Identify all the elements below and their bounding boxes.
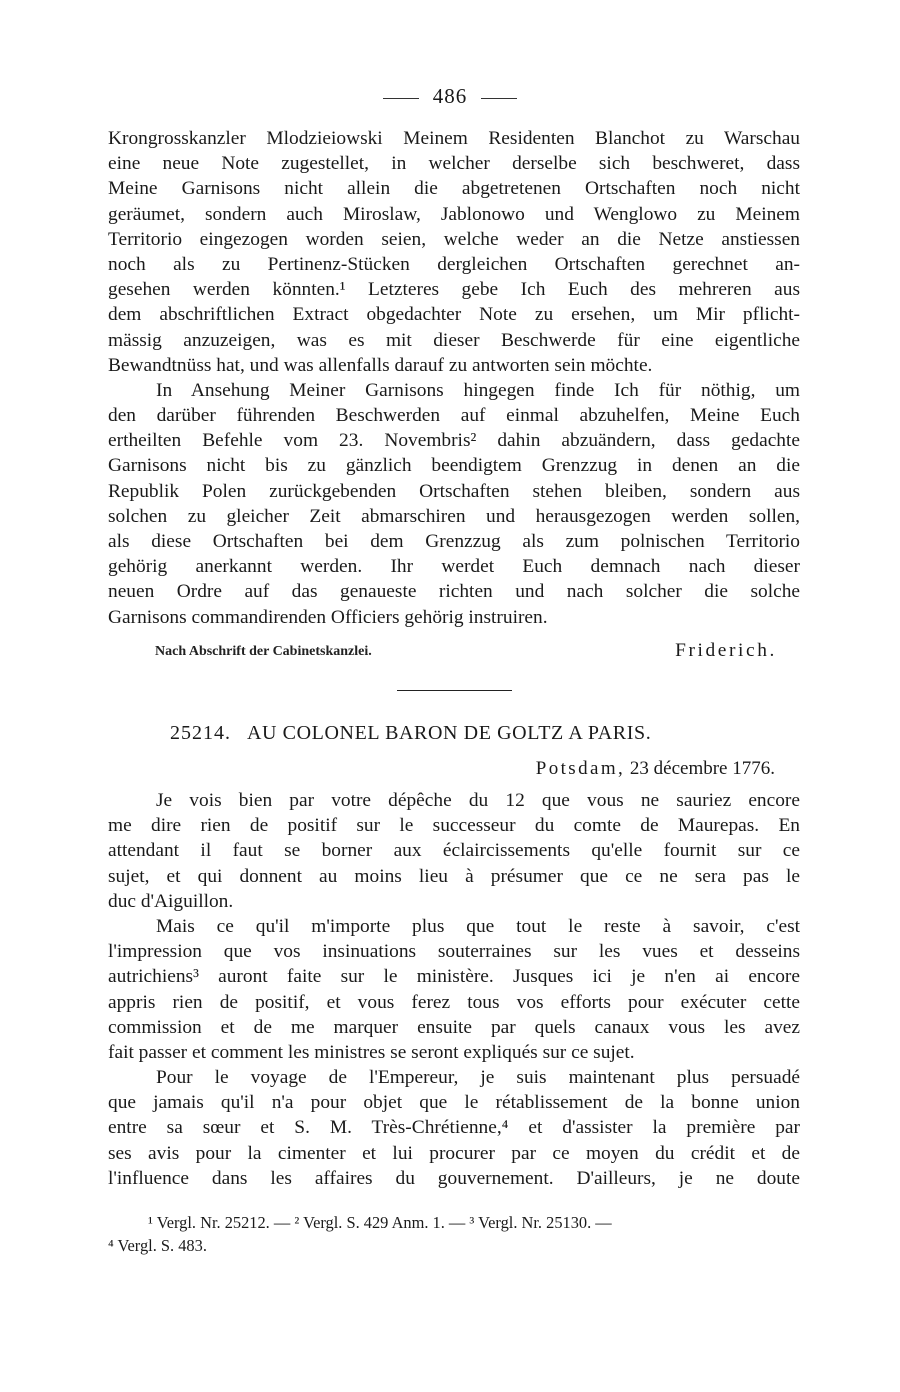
header-dash-right (481, 98, 517, 99)
text-line: que jamais qu'il n'a pour objet que le rétablissement de la bonne union (108, 1092, 800, 1114)
text-line: Krongrosskanzler Mlodzieiowski Meinem Residenten Blanchot zu Warschau (108, 128, 800, 149)
text-line: als diese Ortschaften bei dem Grenzzug als zum polnischen Territorio (108, 531, 800, 552)
footnote-line: ⁴ Vergl. S. 483. (108, 1236, 207, 1255)
text-line: commission et de me marquer ensuite par quels canaux vous les avez (108, 1016, 800, 1038)
text-line: me dire rien de positif sur le successeur du comte de Maurepas. En (108, 815, 800, 837)
footnote-line: ¹ Vergl. Nr. 25212. — ² Vergl. S. 429 Anm. 1. — ³ Vergl. Nr. 25130. — (148, 1213, 612, 1232)
document-number: 25214. (170, 722, 231, 744)
text-line: eine neue Note zugestellet, in welcher derselbe sich beschweret, dass (108, 153, 800, 175)
text-line: l'impression que vos insinuations souterraines sur les vues et desseins (108, 941, 800, 963)
text-line: Republik Polen zurückgebenden Ortschaften stehen bleiben, sondern aus (108, 480, 800, 502)
text-line: Garnisons commandirenden Officiers gehörig instruiren. (108, 606, 548, 628)
text-line: gesehen werden könnten.¹ Letzteres gebe Ich Euch des mehreren aus (108, 279, 800, 301)
text-line: Pour le voyage de l'Empereur, je suis maintenant plus persuadé (156, 1067, 800, 1089)
text-line: Mais ce qu'il m'importe plus que tout le reste à savoir, c'est (156, 915, 800, 937)
text-line: dem abschriftlichen Extract obgedachter Note zu ersehen, um Mir pflicht- (108, 304, 800, 326)
text-line: neuen Ordre auf das genaueste richten und nach solcher die solche (108, 581, 800, 603)
text-line: ses avis pour la cimenter et lui procurer par ce moyen du crédit et de (108, 1142, 800, 1164)
footnotes (108, 1211, 808, 1257)
source-note: Nach Abschrift der Cabinetskanzlei. (155, 644, 372, 659)
page-header (0, 84, 900, 109)
text-line: noch als zu Pertinenz-Stücken dergleichen Ortschaften gerechnet an- (108, 253, 800, 275)
dateline (536, 758, 775, 780)
dateline-date: 23 décembre 1776. (629, 758, 775, 779)
section-divider (397, 690, 512, 691)
text-line: appris rien de positif, et vous ferez tous vos efforts pour exécuter cette (108, 991, 800, 1013)
text-line: attendant il faut se borner aux éclaircissements qu'elle fournit sur ce (108, 840, 800, 862)
text-line: gehörig anerkannt werden. Ihr werdet Euch demnach nach dieser (108, 556, 800, 578)
french-letter-body (108, 788, 800, 1191)
header-dash-left (383, 98, 419, 99)
text-line: Je vois bien par votre dépêche du 12 que vous ne sauriez encore (156, 790, 800, 811)
text-line: duc d'Aiguillon. (108, 890, 234, 912)
letter-closing (155, 636, 777, 662)
text-line: geräumet, sondern auch Miroslaw, Jablonowo und Wenglowo zu Meinem (108, 203, 800, 225)
dateline-place: Potsdam, (535, 758, 626, 779)
text-line: autrichiens³ auront faite sur le ministère. Jusques ici je n'en ai encore (108, 966, 800, 988)
document-title: AU COLONEL BARON DE GOLTZ A PARIS. (247, 722, 652, 744)
text-line: ertheilten Befehle vom 23. Novembris² dahin abzuändern, dass gedachte (108, 430, 800, 452)
german-letter-body (108, 126, 800, 630)
text-line: mässig anzuzeigen, was es mit dieser Beschwerde für eine eigentliche (108, 329, 800, 351)
text-line: solchen zu gleicher Zeit abmarschiren und herausgezogen werden sollen, (108, 505, 800, 527)
text-line: l'influence dans les affaires du gouvernement. D'ailleurs, je ne doute (108, 1167, 800, 1189)
text-line: Territorio eingezogen worden seien, welche weder an die Netze anstiessen (108, 228, 800, 250)
document-heading (170, 722, 750, 745)
text-line: Bewandtnüss hat, und was allenfalls darauf zu antworten sein möchte. (108, 354, 653, 376)
text-line: Garnisons nicht bis zu gänzlich beendigtem Grenzzug in denen an die (108, 455, 800, 477)
page-number: 486 (432, 84, 468, 108)
signature: Friderich. (675, 640, 777, 661)
text-line: Meine Garnisons nicht allein die abgetretenen Ortschaften noch nicht (108, 178, 800, 200)
text-line: entre sa sœur et S. M. Très-Chrétienne,⁴ et d'assister la première par (108, 1117, 800, 1139)
text-line: den darüber führenden Beschwerden auf einmal abzuhelfen, Meine Euch (108, 405, 800, 427)
text-line: In Ansehung Meiner Garnisons hingegen finde Ich für nöthig, um (156, 379, 800, 401)
text-line: fait passer et comment les ministres se seront expliqués sur ce sujet. (108, 1041, 635, 1063)
text-line: sujet, et qui donnent au moins lieu à présumer que ce ne sera pas le (108, 865, 800, 887)
